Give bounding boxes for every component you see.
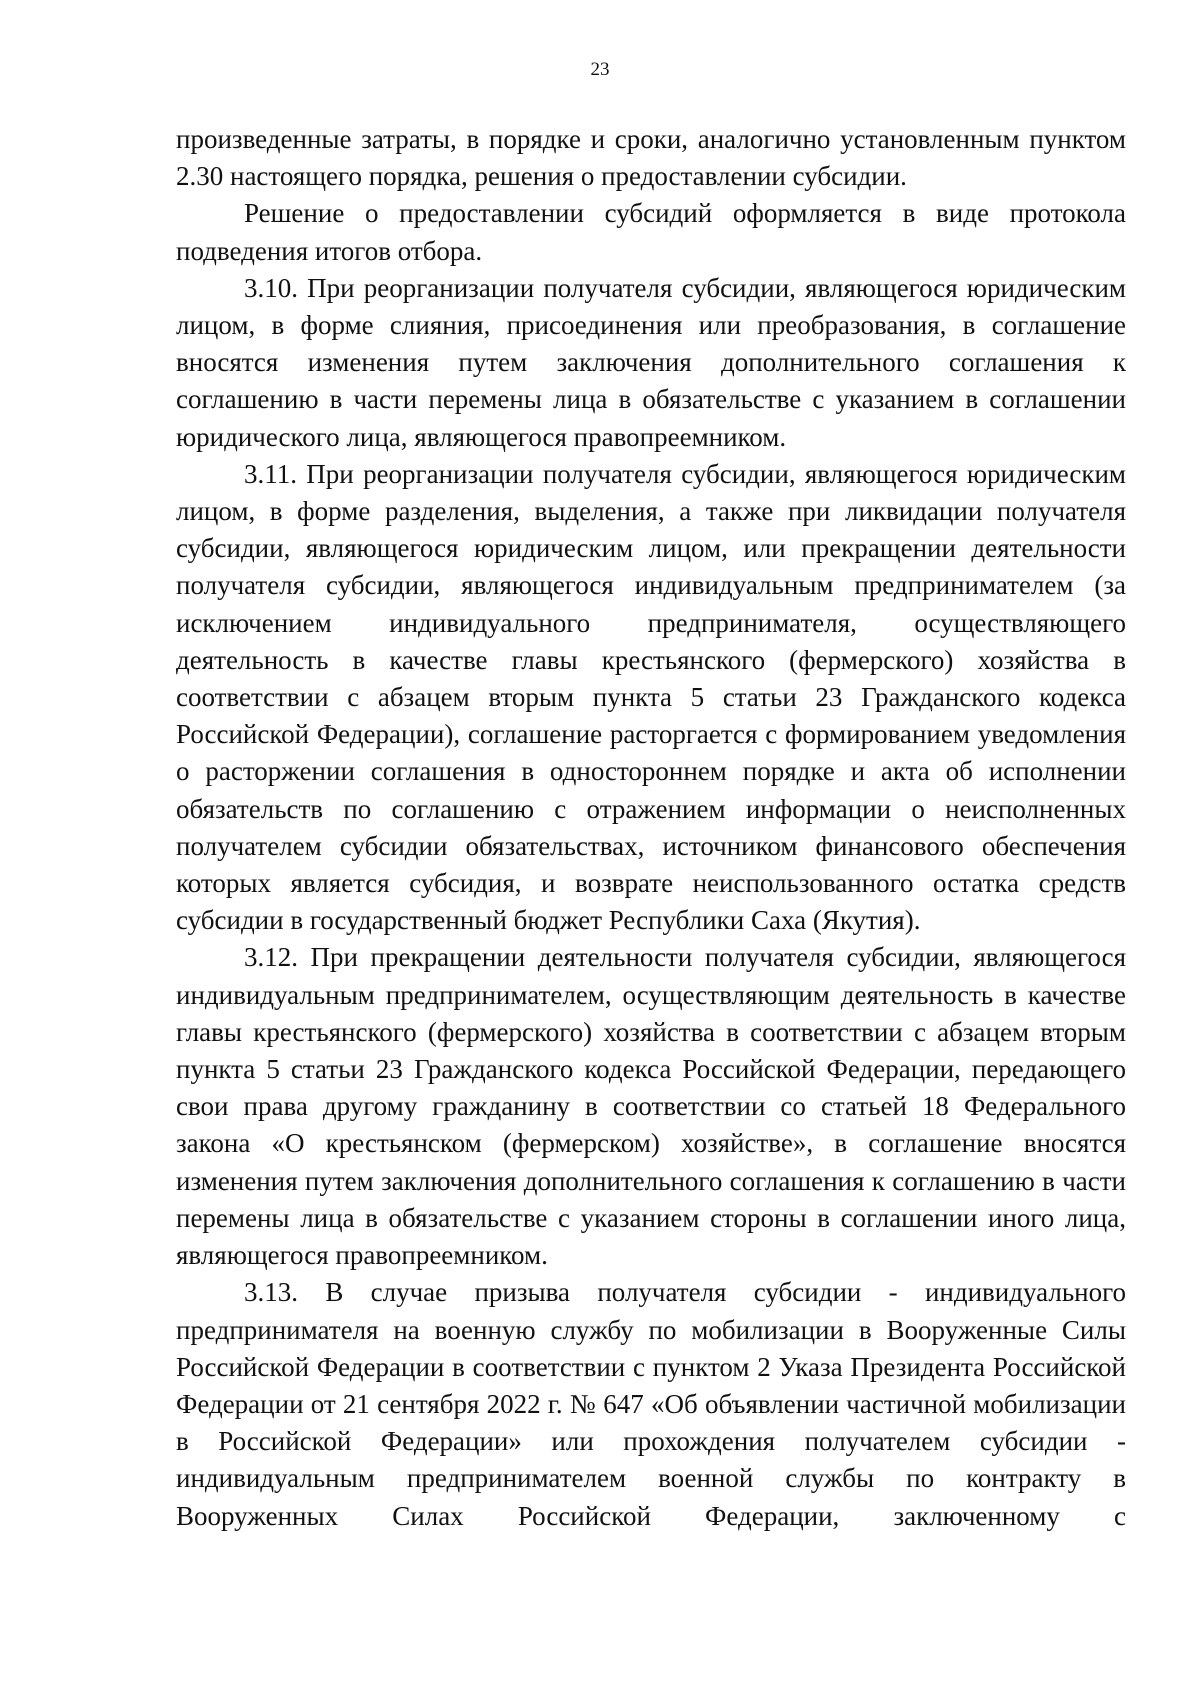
document-body: [176, 121, 1126, 1535]
paragraph-section-3-11: 3.11. При реорганизации получателя субсидии, являющегося юридическим лицом, в форме разделения, выделения, а также при ликвидации получателя субсидии, являющегося юридическим лицом, или прекращении деятельности получателя субсидии, являющегося индивидуальным предпринимателем (за исключением индивидуального предпринимателя, осуществляющего деятельность в качестве главы крестьянского (фермерского) хозяйства в соответствии с абзацем вторым пункта 5 статьи 23 Гражданского кодекса Российской Федерации), соглашение расторгается с формированием уведомления о расторжении соглашения в одностороннем порядке и акта об исполнении обязательств по соглашению с отражением информации о неисполненных получателем субсидии обязательствах, источником финансового обеспечения которых является субсидия, и возврате неиспользованного остатка средств субсидии в государственный бюджет Республики Саха (Якутия).: [176, 458, 1126, 936]
paragraph-section-3-13: 3.13. В случае призыва получателя субсидии - индивидуального предпринимателя на военную службу по мобилизации в Вооруженные Силы Российской Федерации в соответствии с пунктом 2 Указа Президента Российской Федерации от 21 сентября 2022 г. № 647 «Об объявлении частичной мобилизации в Российской Федерации» или прохождения получателем субсидии - индивидуальным предпринимателем военной службы по контракту в Вооруженных Силах Российской Федерации, заключенному с: [176, 1277, 1126, 1531]
paragraph: Решение о предоставлении субсидий оформляется в виде протокола подведения итогов отбора.: [176, 198, 1126, 266]
paragraph-section-3-10: 3.10. При реорганизации получателя субсидии, являющегося юридическим лицом, в форме слияния, присоединения или преобразования, в соглашение вносятся изменения путем заключения дополнительного соглашения к соглашению в части перемены лица в обязательстве с указанием в соглашении юридического лица, являющегося правопреемником.: [176, 272, 1126, 452]
paragraph: произведенные затраты, в порядке и сроки, аналогично установленным пунктом 2.30 настоящего порядка, решения о предоставлении субсидии.: [176, 124, 1126, 192]
page-number: 23: [590, 59, 610, 80]
paragraph-section-3-12: 3.12. При прекращении деятельности получателя субсидии, являющегося индивидуальным предпринимателем, осуществляющим деятельность в качестве главы крестьянского (фермерского) хозяйства в соответствии с абзацем вторым пункта 5 статьи 23 Гражданского кодекса Российской Федерации, передающего свои права другому гражданину в соответствии со статьей 18 Федерального закона «О крестьянском (фермерском) хозяйстве», в соглашение вносятся изменения путем заключения дополнительного соглашения к соглашению в части перемены лица в обязательстве с указанием стороны в соглашении иного лица, являющегося правопреемником.: [176, 942, 1126, 1271]
